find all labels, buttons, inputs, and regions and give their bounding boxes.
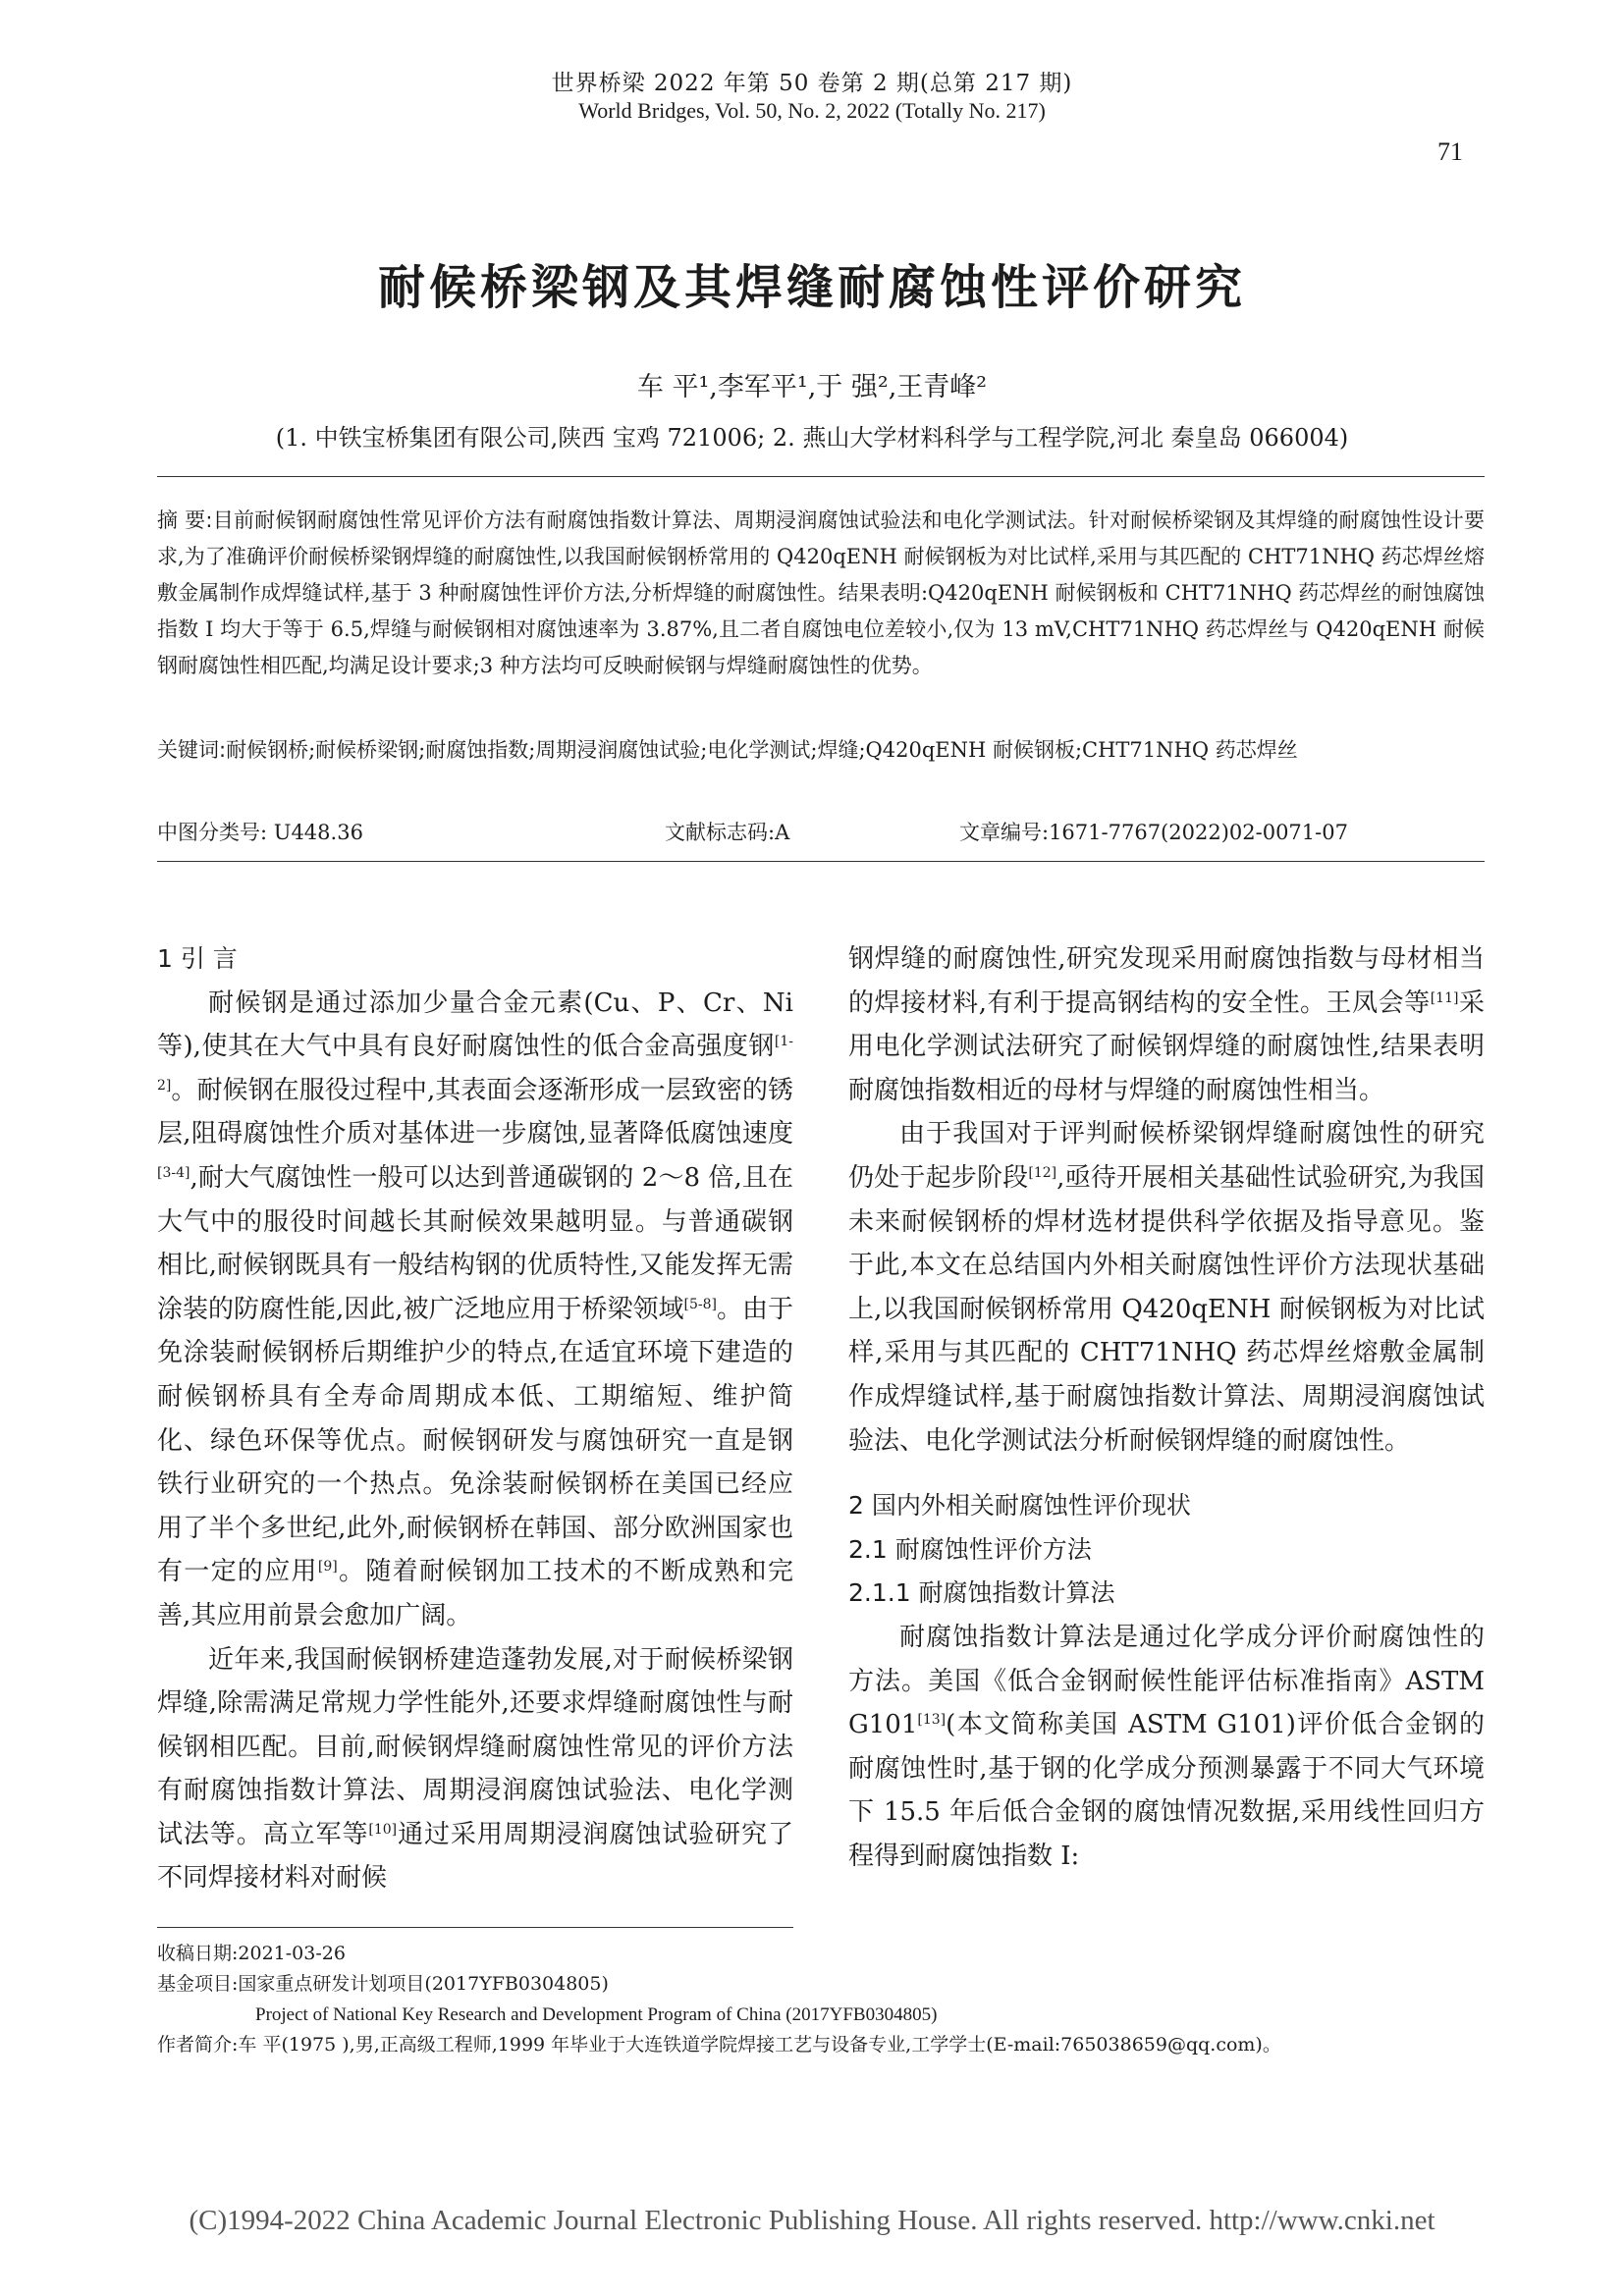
citation: [11] [1430, 989, 1459, 1006]
abstract-bottom-rule [157, 861, 1485, 862]
right-column [848, 937, 1485, 1878]
abstract-label: 摘 要: [157, 508, 213, 532]
journal-header-cn: 世界桥梁 2022 年第 50 卷第 2 期(总第 217 期) [551, 71, 1073, 96]
affiliations: (1. 中铁宝桥集团有限公司,陕西 宝鸡 721006; 2. 燕山大学材料科学与工程学院,河北 秦皇岛 066004) [275, 424, 1349, 452]
fund-project-en: Project of National Key Research and Development Program of China (2017YFB0304805) [255, 2004, 938, 2025]
citation: [12] [1028, 1164, 1057, 1181]
article-number: 文章编号:1671-7767(2022)02-0071-07 [959, 821, 1348, 844]
footnote-rule [157, 1927, 793, 1928]
keywords-text: 耐候钢桥;耐候桥梁钢;耐腐蚀指数;周期浸润腐蚀试验;电化学测试;焊缝;Q420qENH 耐候钢板;CHT71NHQ 药芯焊丝 [226, 738, 1298, 762]
journal-header-en: World Bridges, Vol. 50, No. 2, 2022 (Totally No. 217) [578, 98, 1046, 123]
citation: [1-2] [157, 1034, 793, 1094]
citation: [5-8] [683, 1296, 717, 1312]
page-title: 耐候桥梁钢及其焊缝耐腐蚀性评价研究 [377, 260, 1246, 315]
author-bio: 作者简介:车 平(1975 ),男,正高级工程师,1999 年毕业于大连铁道学院焊接工艺与设备专业,工学学士(E-mail:765038659@qq.com)。 [157, 2034, 1281, 2056]
received-date: 收稿日期:2021-03-26 [157, 1943, 346, 1964]
citation: [10] [368, 1821, 398, 1838]
keywords [157, 732, 1485, 769]
section-heading: 1 引 言 [157, 944, 238, 973]
copyright-footer: (C)1994-2022 China Academic Journal Electronic Publishing House. All rights reserved. http://www.cnki.net [189, 2205, 1435, 2236]
footnotes [157, 1939, 1281, 2060]
citation: [9] [317, 1559, 338, 1575]
section-heading: 2 国内外相关耐腐蚀性评价现状 [848, 1491, 1191, 1521]
paragraph: 钢焊缝的耐腐蚀性,研究发现采用耐腐蚀指数与母材相当的焊接材料,有利于提高钢结构的安全性。王凤会等[11]采用电化学测试法研究了耐候钢焊缝的耐腐蚀性,结果表明耐腐蚀指数相近的母材与焊缝的耐腐蚀性相当。 [848, 944, 1485, 1105]
paragraph: 耐候钢是通过添加少量合金元素(Cu、P、Cr、Ni等),使其在大气中具有良好耐腐蚀性的低合金高强度钢[1-2]。耐候钢在服役过程中,其表面会逐渐形成一层致密的锈层,阻碍腐蚀性介质对基体进一步腐蚀,显著降低腐蚀速度[3-4],耐大气腐蚀性一般可以达到普通碳钢的 2～8 倍,且在大气中的服役时间越长其耐候效果越明显。与普通碳钢相比,耐候钢既具有一般结构钢的优质特性,又能发挥无需涂装的防腐性能,因此,被广泛地应用于桥梁领域[5-8]。由于免涂装耐候钢桥后期维护少的特点,在适宜环境下建造的耐候钢桥具有全寿命周期成本低、工期缩短、维护简化、绿色环保等优点。耐候钢研发与腐蚀研究一直是钢铁行业研究的一个热点。免涂装耐候钢桥在美国已经应用了半个多世纪,此外,耐候钢桥在韩国、部分欧洲国家也有一定的应用[9]。随着耐候钢加工技术的不断成熟和完善,其应用前景会愈加广阔。 [157, 988, 794, 1630]
left-column [157, 937, 793, 1900]
abstract-text: 目前耐候钢耐腐蚀性常见评价方法有耐腐蚀指数计算法、周期浸润腐蚀试验法和电化学测试法。针对耐候桥梁钢及其焊缝的耐腐蚀性设计要求,为了准确评价耐候桥梁钢焊缝的耐腐蚀性,以我国耐候钢桥常用的 Q420qENH 耐候钢板为对比试样,采用与其匹配的 CHT71NHQ 药芯焊丝熔敷金属制作成焊缝试样,基于 3 种耐腐蚀性评价方法,分析焊缝的耐腐蚀性。结果表明:Q420qENH 耐候钢板和 CHT71NHQ 药芯焊丝的耐蚀腐蚀指数 I 均大于等于 6.5,焊缝与耐候钢相对腐蚀速率为 3.87%,且二者自腐蚀电位差较小,仅为 13 mV,CHT71NHQ 药芯焊丝与 Q420qENH 耐候钢耐腐蚀性相匹配,均满足设计要求;3 种方法均可反映耐候钢与焊缝耐腐蚀性的优势。 [157, 508, 1485, 677]
citation: [3-4] [157, 1164, 190, 1181]
paragraph: 耐腐蚀指数计算法是通过化学成分评价耐腐蚀性的方法。美国《低合金钢耐候性能评估标准指南》ASTM G101[13](本文简称美国 ASTM G101)评价低合金钢的耐腐蚀性时,基于钢的化学成分预测暴露于不同大气环境下 15.5 年后低合金钢的腐蚀情况数据,采用线性回归方程得到耐腐蚀指数 I: [848, 1622, 1485, 1871]
paragraph: 由于我国对于评判耐候桥梁钢焊缝耐腐蚀性的研究仍处于起步阶段[12],亟待开展相关基础性试验研究,为我国未来耐候钢桥的焊材选材提供科学依据及指导意见。鉴于此,本文在总结国内外相关耐腐蚀性评价方法现状基础上,以我国耐候钢桥常用 Q420qENH 耐候钢板为对比试样,采用与其匹配的 CHT71NHQ 药芯焊丝熔敷金属制作成焊缝试样,基于耐腐蚀指数计算法、周期浸润腐蚀试验法、电化学测试法分析耐候钢焊缝的耐腐蚀性。 [848, 1119, 1485, 1456]
document-code: 文献标志码:A [665, 821, 790, 844]
page-number: 71 [1437, 137, 1463, 166]
keywords-label: 关键词: [157, 738, 227, 762]
subsubsection-heading: 2.1.1 耐腐蚀指数计算法 [848, 1578, 1115, 1608]
abstract-top-rule [157, 476, 1485, 477]
paragraph: 近年来,我国耐候钢桥建造蓬勃发展,对于耐候桥梁钢焊缝,除需满足常规力学性能外,还要求焊缝耐腐蚀性与耐候钢相匹配。目前,耐候钢焊缝耐腐蚀性常见的评价方法有耐腐蚀指数计算法、周期浸润腐蚀试验法、电化学测试法等。高立军等[10]通过采用周期浸润腐蚀试验研究了不同焊接材料对耐候 [157, 1644, 793, 1894]
author-list: 车 平¹,李军平¹,于 强²,王青峰² [636, 372, 988, 402]
clc-number: 中图分类号: U448.36 [157, 821, 363, 844]
abstract [157, 503, 1485, 684]
subsection-heading: 2.1 耐腐蚀性评价方法 [848, 1534, 1092, 1564]
fund-project: 基金项目:国家重点研发计划项目(2017YFB0304805) [157, 1973, 609, 1995]
citation: [13] [917, 1712, 947, 1729]
